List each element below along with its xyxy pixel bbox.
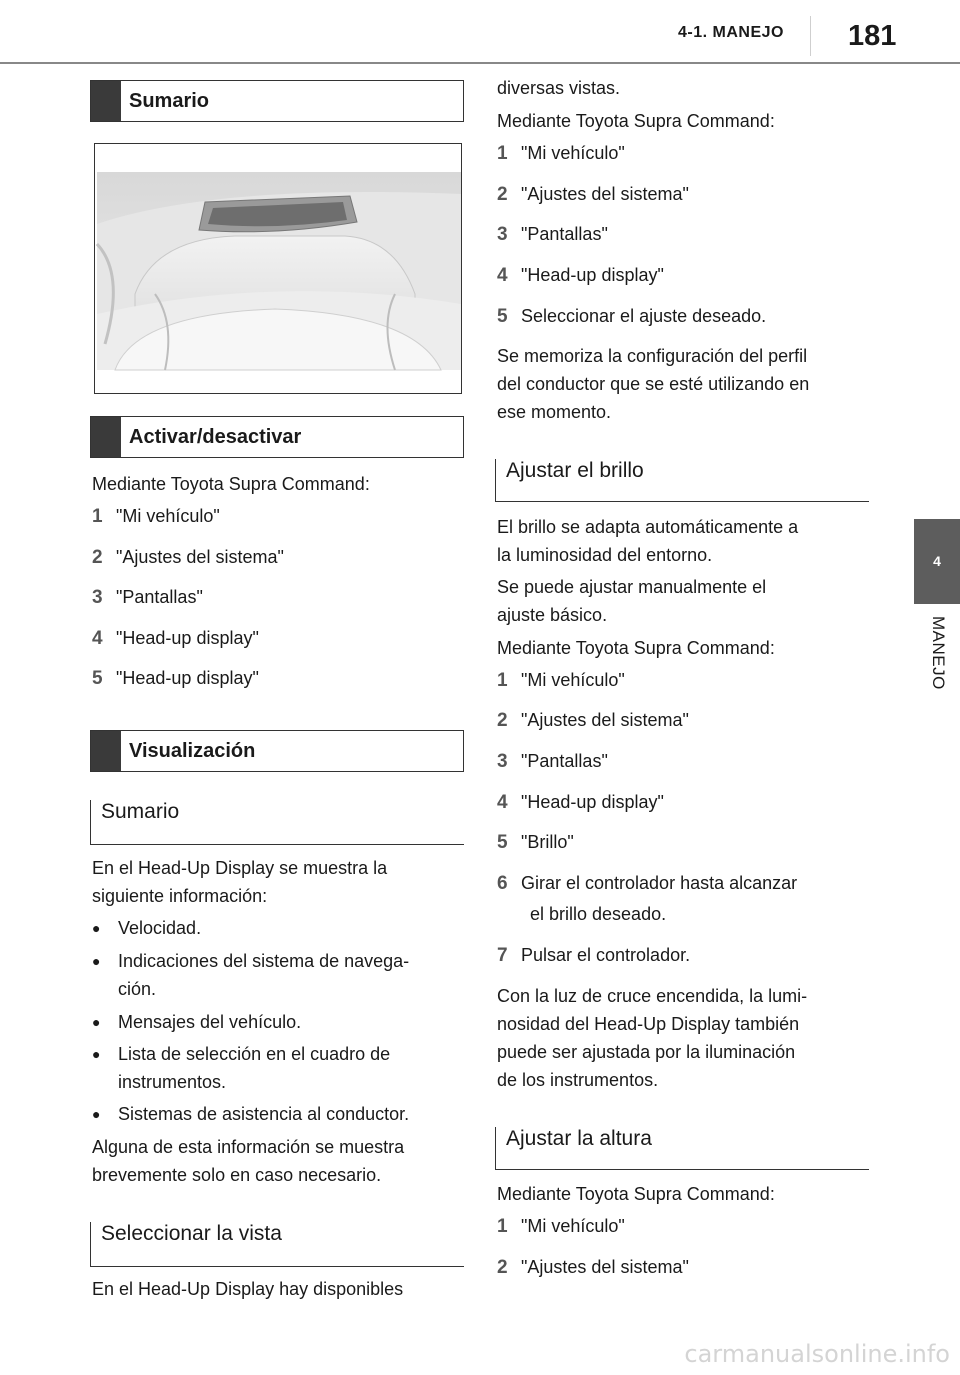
bullet-continuation: instrumentos. xyxy=(118,1072,227,1092)
list-item: 1 "Mi vehículo" xyxy=(497,670,625,691)
cruce-line: Con la luz de cruce encendida, la lumi- xyxy=(497,986,808,1006)
list-item: 2 "Ajustes del sistema" xyxy=(92,547,284,568)
list-item: 4 "Head-up display" xyxy=(497,792,664,813)
bullet-item: ● Mensajes del vehículo. xyxy=(92,1008,301,1036)
list-item: 3 "Pantallas" xyxy=(497,224,608,245)
bullet-item: ● Sistemas de asistencia al conductor. xyxy=(92,1100,409,1128)
hud-illustration-svg xyxy=(95,144,462,394)
brillo-line: Se puede ajustar manualmente el xyxy=(497,577,767,597)
brillo-line: ajuste básico. xyxy=(497,605,608,625)
heading-activar xyxy=(90,416,464,458)
vis-intro-line: siguiente información: xyxy=(92,886,268,906)
vis-intro-line: En el Head-Up Display se muestra la xyxy=(92,858,388,878)
page-number: 181 xyxy=(848,20,897,52)
list-item: 2 "Ajustes del sistema" xyxy=(497,184,689,205)
list-item: 2 "Ajustes del sistema" xyxy=(497,1257,689,1278)
memo-line: ese momento. xyxy=(497,402,612,422)
cruce-line: nosidad del Head-Up Display también xyxy=(497,1014,800,1034)
note-line: brevemente solo en caso necesario. xyxy=(92,1165,382,1185)
list-item: 5 Seleccionar el ajuste deseado. xyxy=(497,306,767,327)
subheading-seleccionar: Seleccionar la vista xyxy=(90,1222,464,1267)
hud-illustration xyxy=(94,143,462,394)
list-item: 1 "Mi vehículo" xyxy=(497,143,625,164)
chapter-tab[interactable]: 4 xyxy=(914,519,960,604)
heading-marker xyxy=(91,417,121,457)
memo-line: Se memoriza la configuración del perfil xyxy=(497,346,808,366)
seleccionar-text: En el Head-Up Display hay disponibles xyxy=(92,1279,404,1299)
bullet-item: ● Velocidad. xyxy=(92,914,201,942)
list-item: 6 Girar el controlador hasta alcanzar xyxy=(497,873,798,894)
heading-marker xyxy=(91,81,121,121)
header-divider xyxy=(810,16,811,56)
list-item: 3 "Pantallas" xyxy=(497,751,608,772)
bullet-item: ● Lista de selección en el cuadro de xyxy=(92,1040,390,1068)
activar-intro: Mediante Toyota Supra Command: xyxy=(92,474,370,494)
chapter-label-text: MANEJO xyxy=(929,616,948,690)
list-item: 3 "Pantallas" xyxy=(92,587,203,608)
header-rule xyxy=(0,62,960,64)
subheading-altura: Ajustar la altura xyxy=(495,1127,869,1170)
subheading-brillo: Ajustar el brillo xyxy=(495,459,869,502)
heading-sumario xyxy=(90,80,464,122)
list-item: 7 Pulsar el controlador. xyxy=(497,945,691,966)
list-item: 2 "Ajustes del sistema" xyxy=(497,710,689,731)
bullet-item: ● Indicaciones del sistema de navega- xyxy=(92,947,409,975)
running-header-section: 4-1. MANEJO xyxy=(678,24,784,41)
list-item: 1 "Mi vehículo" xyxy=(92,506,220,527)
right-intro: Mediante Toyota Supra Command: xyxy=(497,111,775,131)
list-item: 5 "Brillo" xyxy=(497,832,574,853)
list-item: 4 "Head-up display" xyxy=(92,628,259,649)
cruce-line: de los instrumentos. xyxy=(497,1070,659,1090)
watermark: carmanualsonline.info xyxy=(684,1340,950,1368)
subheading-sumario: Sumario xyxy=(90,800,464,845)
heading-text: Visualización xyxy=(129,739,256,762)
brillo-line: El brillo se adapta automáticamente a xyxy=(497,517,799,537)
list-item: 5 "Head-up display" xyxy=(92,668,259,689)
heading-visualizacion xyxy=(90,730,464,772)
memo-line: del conductor que se esté utilizando en xyxy=(497,374,810,394)
list-item: 4 "Head-up display" xyxy=(497,265,664,286)
heading-text: Activar/desactivar xyxy=(129,425,302,448)
heading-marker xyxy=(91,731,121,771)
bullet-continuation: ción. xyxy=(118,979,157,999)
list-item: 1 "Mi vehículo" xyxy=(497,1216,625,1237)
heading-text: Sumario xyxy=(129,89,210,112)
list-item-continuation: el brillo deseado. xyxy=(530,904,667,924)
continuation-text: diversas vistas. xyxy=(497,78,621,98)
cruce-line: puede ser ajustada por la iluminación xyxy=(497,1042,796,1062)
altura-intro: Mediante Toyota Supra Command: xyxy=(497,1184,775,1204)
chapter-label xyxy=(918,616,954,716)
brillo-intro: Mediante Toyota Supra Command: xyxy=(497,638,775,658)
brillo-line: la luminosidad del entorno. xyxy=(497,545,713,565)
note-line: Alguna de esta información se muestra xyxy=(92,1137,405,1157)
